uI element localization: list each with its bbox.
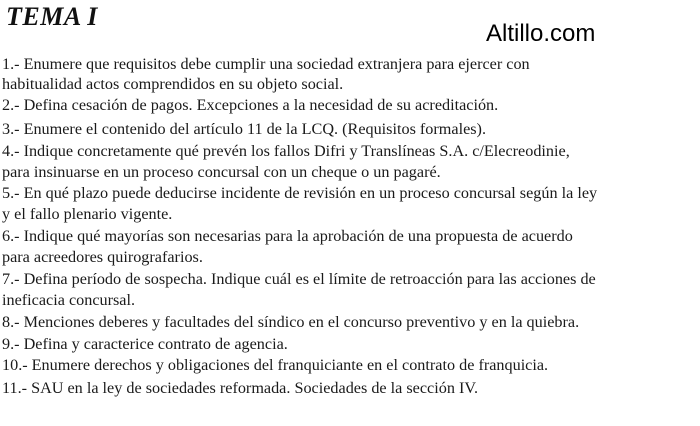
question-2: 2.- Defina cesación de pagos. Excepciones a la necesidad de su acreditación. (2, 96, 499, 114)
question-4-line-2: para insinuarse en un proceso concursal con un cheque o un pagaré. (2, 163, 441, 181)
question-1-line-1: 1.- Enumere que requisitos debe cumplir una sociedad extranjera para ejercer con (2, 55, 530, 73)
page-title: TEMA I (6, 2, 98, 31)
question-7-line-1: 7.- Defina período de sospecha. Indique cuál es el límite de retroacción para las acciones de (2, 270, 596, 288)
question-8: 8.- Menciones deberes y facultades del síndico en el concurso preventivo y en la quiebra. (2, 313, 580, 331)
question-4-line-1: 4.- Indique concretamente qué prevén los fallos Difri y Translíneas S.A. c/Elecreodinie, (2, 142, 570, 160)
question-10: 10.- Enumere derechos y obligaciones del franquiciante en el contrato de franquicia. (2, 356, 549, 374)
question-6-line-1: 6.- Indique qué mayorías son necesarias para la aprobación de una propuesta de acuerdo (2, 227, 573, 245)
question-5-line-2: y el fallo plenario vigente. (2, 205, 173, 223)
watermark-text: Altillo.com (486, 20, 596, 47)
question-5-line-1: 5.- En qué plazo puede deducirse incidente de revisión en un proceso concursal según la ley (2, 184, 598, 202)
question-7-line-2: ineficacia concursal. (2, 291, 136, 309)
question-9: 9.- Defina y caracterice contrato de agencia. (2, 335, 288, 353)
question-6-line-2: para acreedores quirografarios. (2, 248, 203, 266)
question-3: 3.- Enumere el contenido del artículo 11 de la LCQ. (Requisitos formales). (2, 120, 486, 138)
question-11: 11.- SAU en la ley de sociedades reformada. Sociedades de la sección IV. (2, 379, 479, 397)
question-1-line-2: habitualidad actos comprendidos en su objeto social. (2, 75, 344, 93)
